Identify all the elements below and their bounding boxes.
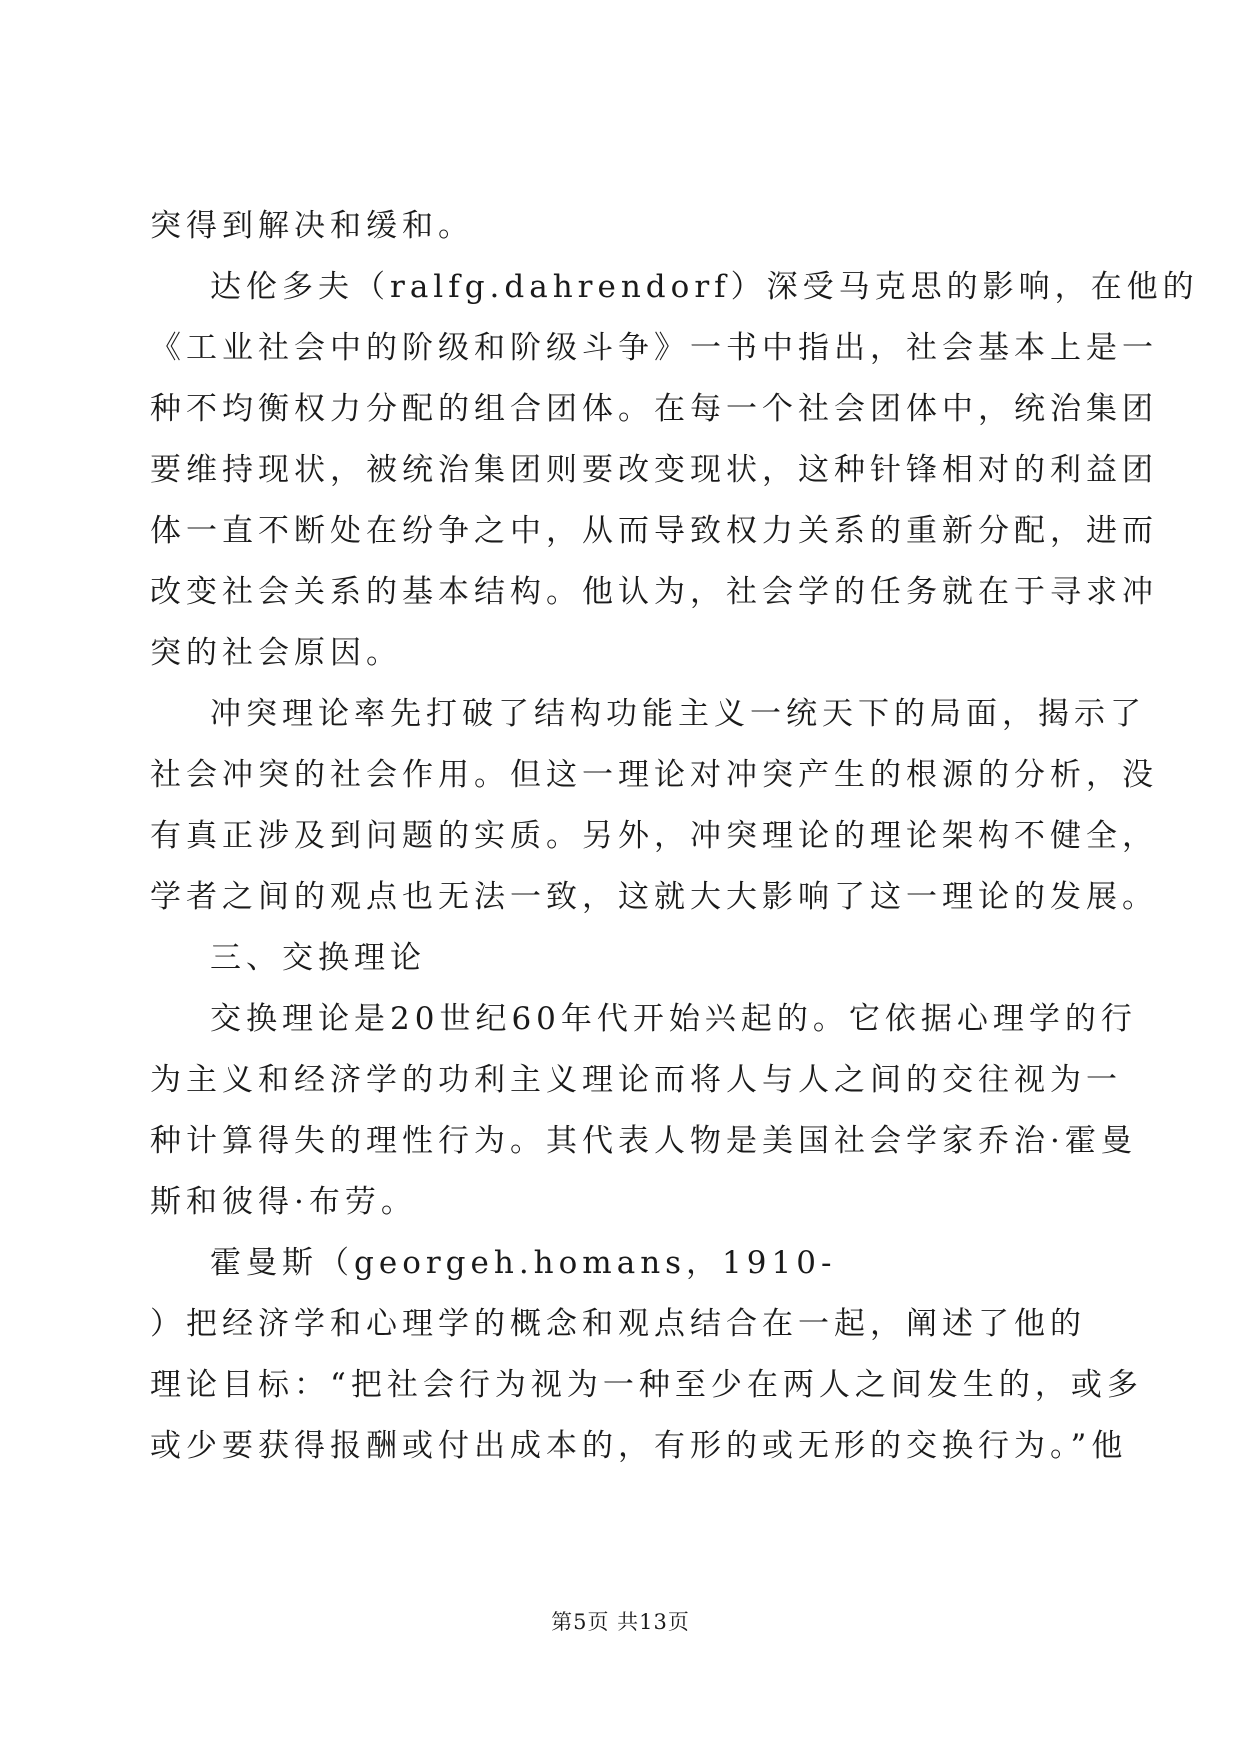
text-line: 斯和彼得·布劳。 [150, 1184, 417, 1220]
text-line: 《工业社会中的阶级和阶级斗争》一书中指出，社会基本上是一 [150, 330, 1158, 366]
text-line: 突得到解决和缓和。 [150, 208, 474, 244]
text-line: 社会冲突的社会作用。但这一理论对冲突产生的根源的分析，没 [150, 757, 1158, 793]
text-line: 突的社会原因。 [150, 635, 402, 671]
text-line: 或少要获得报酬或付出成本的，有形的或无形的交换行为。”他 [150, 1428, 1128, 1464]
text-line: 有真正涉及到问题的实质。另外，冲突理论的理论架构不健全， [150, 818, 1158, 854]
text-line: 体一直不断处在纷争之中，从而导致权力关系的重新分配，进而 [150, 513, 1158, 549]
page-number-footer: 第5页 共13页 [551, 1610, 690, 1634]
text-line: 种计算得失的理性行为。其代表人物是美国社会学家乔治·霍曼 [150, 1123, 1137, 1159]
text-line: 要维持现状，被统治集团则要改变现状，这种针锋相对的利益团 [150, 452, 1158, 488]
text-line: ）把经济学和心理学的概念和观点结合在一起，阐述了他的 [150, 1306, 1086, 1342]
text-line: 种不均衡权力分配的组合团体。在每一个社会团体中，统治集团 [150, 391, 1158, 427]
text-line: 交换理论是20世纪60年代开始兴起的。它依据心理学的行 [210, 1001, 1137, 1037]
text-line: 理论目标：“把社会行为视为一种至少在两人之间发生的，或多 [150, 1367, 1143, 1403]
text-line: 霍曼斯（georgeh.homans，1910- [210, 1245, 837, 1281]
text-line: 冲突理论率先打破了结构功能主义一统天下的局面，揭示了 [210, 696, 1146, 732]
text-line: 学者之间的观点也无法一致，这就大大影响了这一理论的发展。 [150, 879, 1158, 915]
text-line: 为主义和经济学的功利主义理论而将人与人之间的交往视为一 [150, 1062, 1122, 1098]
section-heading: 三、交换理论 [210, 940, 426, 976]
text-line: 达伦多夫（ralfg.dahrendorf）深受马克思的影响，在他的 [210, 269, 1199, 305]
text-line: 改变社会关系的基本结构。他认为，社会学的任务就在于寻求冲 [150, 574, 1158, 610]
